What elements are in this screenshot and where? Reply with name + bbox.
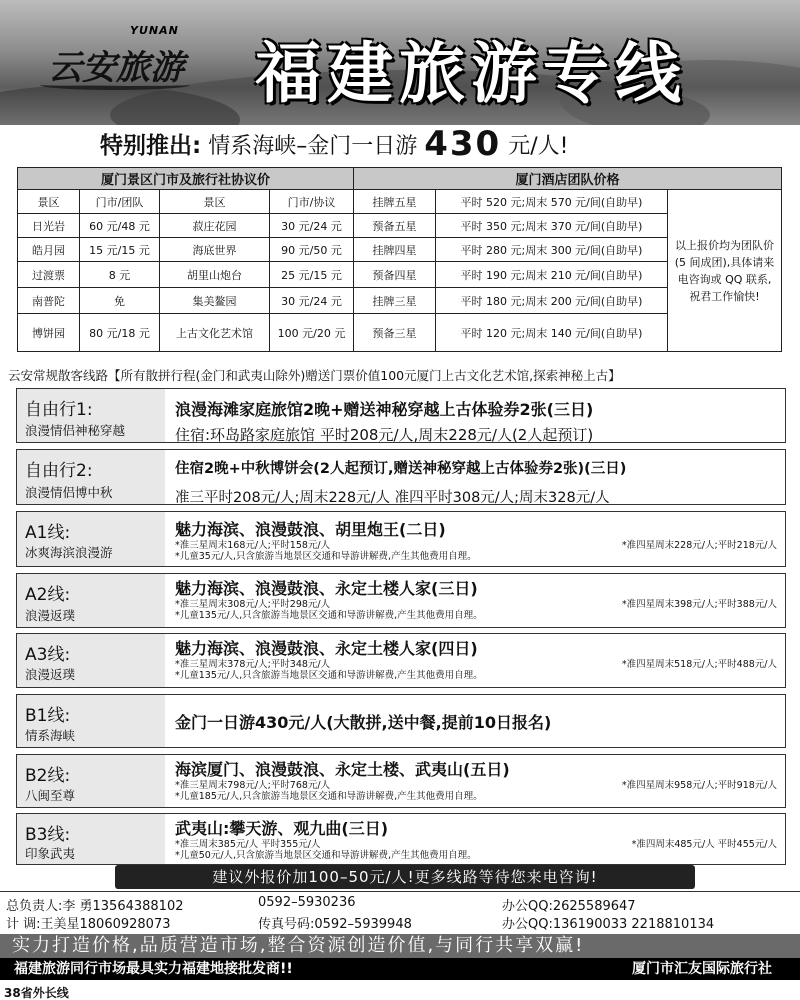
routes-intro: 云安常规散客线路【所有散拼行程(金门和武夷山除外)赠送门票价值100元厦门上古文化艺术馆,探索神秘上古】: [8, 368, 621, 383]
table-cell: 15 元/15 元: [80, 238, 160, 262]
route-body: [175, 574, 781, 627]
table-cell: 集美鳌园: [160, 288, 270, 314]
route-body: [175, 450, 781, 504]
route-code: A1线:: [25, 523, 71, 543]
slogan-bar: 实力打造价格,品质营造市场,整合资源创造价值,与同行共享双赢!: [0, 934, 800, 958]
route-block: [16, 754, 786, 808]
contact-qq-2: 办公QQ:136190033 2218810134: [502, 917, 715, 932]
route-block: [16, 449, 786, 505]
route-subtitle: 浪漫情侣神秘穿越: [25, 423, 126, 438]
route-code: A2线:: [25, 585, 71, 605]
hotel-grade: 挂牌五星: [354, 190, 436, 214]
route-tag: [17, 574, 165, 627]
table-cell: 90 元/50 元: [270, 238, 354, 262]
table-cell: 胡里山炮台: [160, 262, 270, 288]
route-tag: [17, 450, 165, 504]
table-cell: 日光岩: [18, 214, 80, 238]
price-std4: *准四星周末518元/人;平时488元/人: [621, 659, 777, 670]
table-header: 门市/团队: [80, 190, 160, 214]
route-code: B2线:: [25, 766, 71, 786]
bottom-left-text: 福建旅游同行市场最具实力福建地接批发商!!: [14, 961, 293, 977]
route-subtitle: 印象武夷: [25, 846, 76, 861]
table-header: 景区: [160, 190, 270, 214]
route-subtitle: 浪漫返璞: [25, 667, 76, 682]
table-cell: 8 元: [80, 262, 160, 288]
route-subtitle: 冰爽海滨浪漫游: [25, 545, 113, 560]
route-tag: [17, 814, 165, 864]
table-cell: 南普陀: [18, 288, 80, 314]
logo-sub-text: YUNAN: [130, 24, 179, 37]
promo-text: 情系海峡–金门一日游: [208, 134, 418, 159]
route-body: [175, 512, 781, 566]
route-price-row: [175, 599, 781, 610]
route-code: A3线:: [25, 645, 71, 665]
route-code: B3线:: [25, 825, 71, 845]
price-std3: *准三星周末378元/人;平时348元/人: [175, 659, 331, 670]
price-std3: *准三星周末798元/人;平时768元/人: [175, 780, 331, 791]
child-price: *儿童35元/人,只含旅游当地景区交通和导游讲解费,产生其他费用自理。: [175, 551, 477, 562]
logo-main-text: 云安旅游: [48, 48, 184, 88]
table-cell: 过渡票: [18, 262, 80, 288]
route-block: [16, 694, 786, 748]
logo-swoosh-icon: [40, 80, 190, 90]
hotel-price: 平时 190 元;周末 210 元/间(自助早): [436, 262, 668, 288]
hotel-grade: 挂牌三星: [354, 288, 436, 314]
promo-line: [100, 124, 790, 164]
scenic-table-title: 厦门景区门市及旅行社协议价: [18, 168, 354, 190]
hotel-price: 平时 180 元;周末 200 元/间(自助早): [436, 288, 668, 314]
hotel-price: 平时 520 元;周末 570 元/间(自助早): [436, 190, 668, 214]
table-cell: 30 元/24 元: [270, 288, 354, 314]
route-code: 自由行1:: [25, 400, 93, 420]
contact-fax: 传真号码:0592–5939948: [258, 917, 412, 932]
agency-name: 厦门市汇友国际旅行社: [632, 961, 772, 977]
price-std4: *准四星周末398元/人;平时388元/人: [621, 599, 777, 610]
price-std3: *准三星周末168元/人;平时158元/人: [175, 540, 331, 551]
promo-price: 430: [424, 124, 502, 164]
hotel-table-title: 厦门酒店团队价格: [354, 168, 782, 190]
page-title: 福建旅游专线: [255, 34, 687, 112]
route-body: [175, 814, 781, 864]
hotel-grade: 预备四星: [354, 262, 436, 288]
route-title: 武夷山:攀天游、观九曲(三日): [175, 819, 389, 838]
contact-block: [0, 891, 800, 933]
bottom-bar: [0, 958, 800, 980]
child-price: *儿童185元/人,只含旅游当地景区交通和导游讲解费,产生其他费用自理。: [175, 791, 483, 802]
route-subtitle: 浪漫情侣博中秋: [25, 485, 113, 500]
route-tag: [17, 695, 165, 747]
price-std4: *准四星周末958元/人;平时918元/人: [621, 780, 777, 791]
child-price: *儿童50元/人,只含旅游当地景区交通和导游讲解费,产生其他费用自理。: [175, 850, 477, 861]
hotel-grade: 挂牌四星: [354, 238, 436, 262]
route-price-row: [175, 659, 781, 670]
route-subtitle: 浪漫返璞: [25, 608, 76, 623]
hotel-note: 以上报价均为团队价(5 间成团),具体请来电咨询或 QQ 联系,祝君工作愉快!: [668, 190, 782, 352]
route-block: [16, 511, 786, 567]
table-cell: 免: [80, 288, 160, 314]
route-block: [16, 573, 786, 628]
table-cell: 海底世界: [160, 238, 270, 262]
table-cell: 60 元/48 元: [80, 214, 160, 238]
route-tag: [17, 389, 165, 442]
header-banner: [0, 0, 800, 125]
price-std4: *准四星周末228元/人;平时218元/人: [621, 540, 777, 551]
contact-qq: 办公QQ:2625589647: [502, 899, 636, 914]
hotel-price: 平时 280 元;周末 300 元/间(自助早): [436, 238, 668, 262]
route-subtitle: 情系海峡: [25, 728, 76, 743]
route-tag: [17, 755, 165, 807]
table-cell: 皓月园: [18, 238, 80, 262]
promo-lead: 特别推出:: [100, 133, 202, 159]
table-cell: 上古文化艺术馆: [160, 314, 270, 352]
suggest-banner: 建议外报价加100–50元/人!更多线路等待您来电咨询!: [115, 865, 695, 889]
price-table: [17, 167, 782, 352]
route-title: 浪漫海滩家庭旅馆2晚+赠送神秘穿越上古体验券2张(三日): [175, 400, 594, 419]
hotel-grade: 预备三星: [354, 314, 436, 352]
table-cell: 菽庄花园: [160, 214, 270, 238]
route-subtitle: 八闽至尊: [25, 788, 76, 803]
child-price: *儿童135元/人,只含旅游当地景区交通和导游讲解费,产生其他费用自理。: [175, 610, 483, 621]
table-cell: 30 元/24 元: [270, 214, 354, 238]
route-title: 海滨厦门、浪漫鼓浪、永定土楼、武夷山(五日): [175, 760, 510, 779]
route-price-row: [175, 839, 781, 850]
table-header: 景区: [18, 190, 80, 214]
route-price-row: [175, 780, 781, 791]
route-detail: 住宿:环岛路家庭旅馆 平时208元/人,周末228元/人(2人起预订): [175, 426, 594, 444]
route-title: 魅力海滨、浪漫鼓浪、永定土楼人家(四日): [175, 639, 478, 658]
route-block: [16, 388, 786, 443]
route-body: [175, 389, 781, 442]
contact-manager: 总负责人:李 勇13564388102: [6, 899, 184, 914]
route-tag: [17, 512, 165, 566]
price-std4: *准四周末485元/人 平时455元/人: [631, 839, 777, 850]
route-body: [175, 634, 781, 687]
route-block: [16, 813, 786, 865]
page-footer: 38省外长线: [4, 986, 69, 1000]
route-price-row: [175, 540, 781, 551]
contact-planner: 计 调:王美星18060928073: [6, 917, 171, 932]
price-std3: *准三星周末308元/人;平时298元/人: [175, 599, 331, 610]
route-title: 金门一日游430元/人(大散拼,送中餐,提前10日报名): [175, 713, 552, 732]
route-tag: [17, 634, 165, 687]
route-title: 魅力海滨、浪漫鼓浪、胡里炮王(二日): [175, 520, 446, 539]
hotel-grade: 预备五星: [354, 214, 436, 238]
route-title: 住宿2晚+中秋博饼会(2人起预订,赠送神秘穿越上古体验券2张)(三日): [175, 461, 627, 477]
table-cell: 80 元/18 元: [80, 314, 160, 352]
route-code: 自由行2:: [25, 461, 93, 481]
table-cell: 100 元/20 元: [270, 314, 354, 352]
route-body: [175, 755, 781, 807]
hotel-price: 平时 120 元;周末 140 元/间(自助早): [436, 314, 668, 352]
table-cell: 博饼园: [18, 314, 80, 352]
route-block: [16, 633, 786, 688]
table-header: 门市/协议: [270, 190, 354, 214]
promo-unit: 元/人!: [508, 134, 569, 159]
route-title: 魅力海滨、浪漫鼓浪、永定土楼人家(三日): [175, 579, 478, 598]
route-body: [175, 695, 781, 747]
price-std3: *准三周末385元/人 平时355元/人: [175, 839, 321, 850]
child-price: *儿童135元/人,只含旅游当地景区交通和导游讲解费,产生其他费用自理。: [175, 670, 483, 681]
contact-phone: 0592–5930236: [258, 895, 356, 910]
route-code: B1线:: [25, 706, 71, 726]
table-cell: 25 元/15 元: [270, 262, 354, 288]
hotel-price: 平时 350 元;周末 370 元/间(自助早): [436, 214, 668, 238]
route-detail: 准三平时208元/人;周末228元/人 准四平时308元/人;周末328元/人: [175, 490, 610, 506]
